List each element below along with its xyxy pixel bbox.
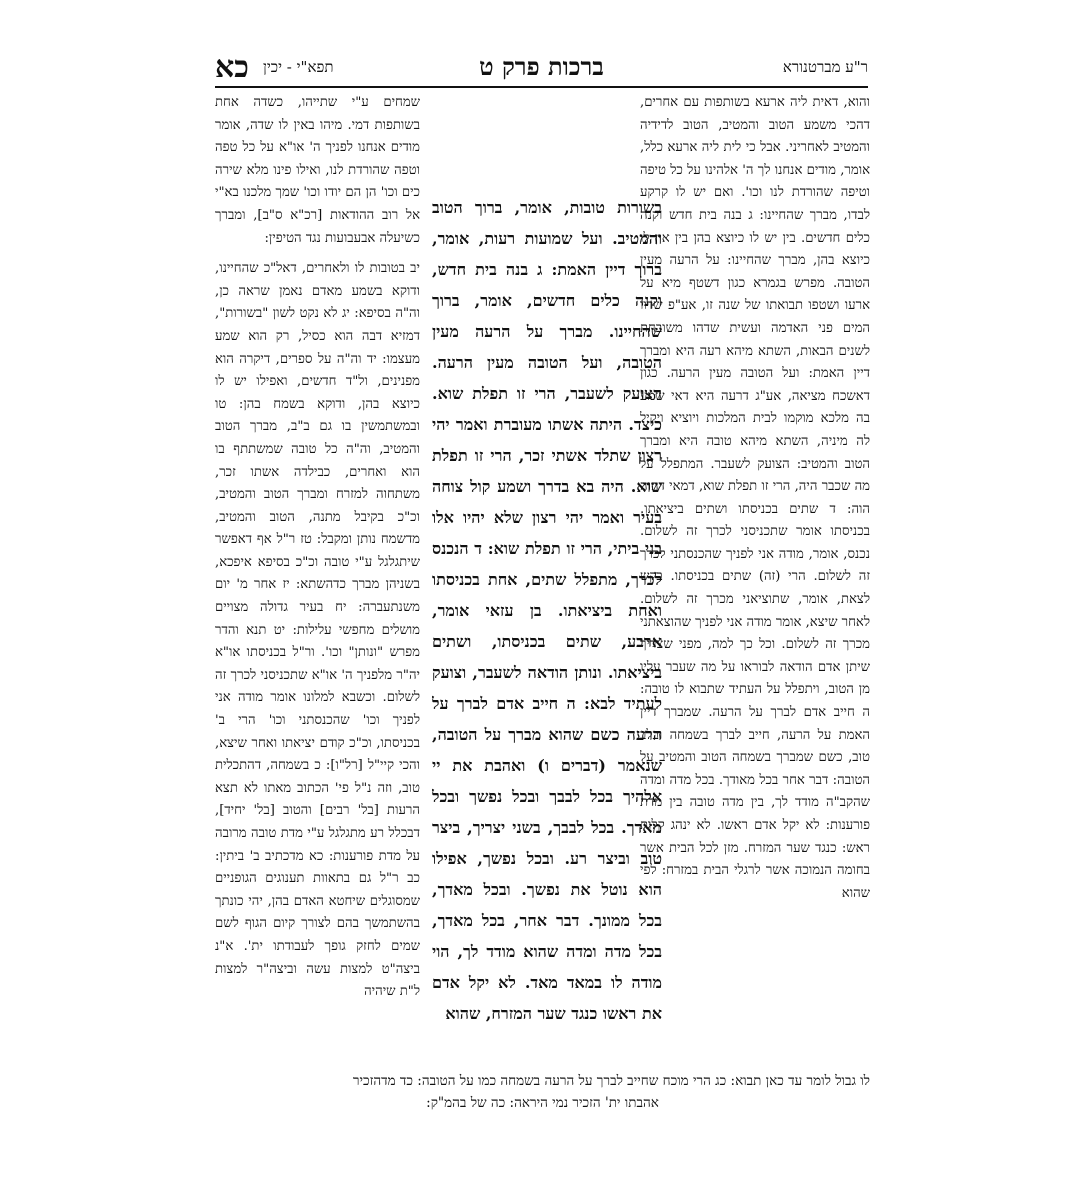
bartenura-commentary-text: והוא, דאית ליה ארעא בשותפות עם אחרים, דהכי משמע הטוב והמטיב, הטוב לדידיה והמטיב לאחריני. אבל כי לית ליה ארעא כלל, אומר, מודים אנחנו לך ה' אלהינו על כל טיפה וטיפה שהורדת לנו וכו'. ואם יש לו קרקע לבדו, מברך שהחיינו: ג בנה בית חדש וקנה כלים חדשים. בין יש לו כיוצא בהן בין אין לו כיוצא בהן, מברך שהחיינו: על הרעה מעין הטובה. מפרש בגמרא כגון דשטף מיא על ארעו ושטפו תבואתו של שנה זו, אע"פ שרוו המים פני האדמה ועשית שדהו משובחת לשנים הבאות, השתא מיהא רעה היא ומברך דיין האמת: ועל הטובה מעין הרעה. כגון דאשכח מציאה, אע"ג דרעה היא דאי שמע בה מלכא מוקמו לבית המלכות ויוציא ויקיל לה מיניה, השתא מיהא טובה היא ומברך הטוב והמטיב: הצועק לשעבר. המתפלל על מה שכבר היה, הרי זו תפלת שוא, דמאי דהוה הוה: ד שתים בכניסתו ושתים ביציאתו. בכניסתו אומר שתכניסני לכרך זה לשלום. נכנס, אומר, מודה אני לפניך שהכנסתני לכרך זה לשלום. הרי (זה) שתים בכניסתו. בקש לצאת, אומר, שתוציאני מכרך זה לשלום. לאחר שיצא, אומר מודה אני לפניך שהוצאתני מכרך זה לשלום. וכל כך למה, מפני שצריך שיתן אדם הודאה לבוראו על מה שעבר עליו מן הטוב, ויתפלל על העתיד שתבוא לו טובה: ה חייב אדם לברך על הרעה. שמברך דיין האמת על הרעה, חייב לברך בשמחה ובלב טוב, כשם שמברך בשמחה הטוב והמטיב על הטובה: דבר אחר בכל מאודך. בכל מדה ומדה שהקב"ה מודד לך, בין מדה טובה בין מדת פורענות: לא יקל אדם ראשו. לא ינהג קלות ראש: כנגד שער המזרח. מזן לכל הבית אשר בחומה הנמוכה אשר לרגלי הבית במזרח: לפי שהוא — [640, 95, 870, 901]
left-commentary-top: שמחים ע"י שתייהו, כשדה אחת בשותפות דמי. מיהו באין לו שדה, אומר מודים אנחנו לפניך ה' או"א על כל טפה וטפה שהורדת לנו, ואילו פינו מלא שירה כים וכו' הן הם יודו וכו' שמך מלכנו בא"י אל רוב ההודאות [רכ"א ס"ב], ומברך כשיעלה אבעבועות נגד הטיפין: — [215, 95, 420, 246]
mishnah-column — [432, 192, 662, 1060]
right-commentary-column — [640, 92, 870, 1060]
header-tiferet-label: תפא"י - יכין — [263, 58, 334, 76]
header-bartenura-label: ר"ע מברטנורא — [782, 58, 868, 76]
page-header — [215, 52, 868, 88]
yachin-commentary-text: יב בטובות לו ולאחרים, דאל"כ שהחיינו, ודוקא בשמע מאדם נאמן שראה כן, וה"ה בסיפא: יג לא נקט לשון "בשורות", דמזיא דבה הוא כסיל, רק הוא שמע מעצמו: יד וה"ה על ספרים, דיקרה הוא מפנינים, ול"ד חדשים, ואפילו יש לו כיוצא בהן, ודוקא בשמח בהן: טו ובמשתמשין בו גם ב"ב, מברך הטוב והמטיב, וה"ה כל טובה שמשתתף בו הוא ואחרים, כבילדה אשתו זכר, משתחוה למזרח ומברך הטוב והמטיב, וכ"כ בקיבל מתנה, הטוב והמטיב, מדשמח נותן ומקבל: טז ר"ל אף דאפשר שיתגלגל ע"י טובה וכ"כ בסיפא איפכא, בשניהן מברך כדהשתא: יז אחר מ' יום משנתעברה: יח בעיר גדולה מצויים מושלים מחפשי עלילות: יט תנא והדר מפרש "ונותן" וכו'. ור"ל בכניסתו או"א יה"ר מלפניך ה' או"א שתכניסני לכרך זה לשלום. וכשבא למלונו אומר מודה אני לפניך וכו' שהכנסתני וכו' הרי ב' בכניסתו, וכ"כ קודם יציאתו ואחר שיצא, והכי קיי"ל [רל"ו]: כ בשמחה, דהתכלית טוב, וזה נ"ל פי' הכתוב מאתו לא תצא הרעות [בל' רבים] והטוב [בל' יחיד], דבכלל רע מתגלגל ע"י מדת טובה מרובה על מדת פורענות: כא מדכתיב ב' ביתין: כב ר"ל גם בתאוות תענוגים הגופניים שמסוגלים שיחטא האדם בהן, יהי כונתך בהשתמשך בהם לצורך קיום הגוף לשם שמים לחזק גופך לעבודתו ית'. א"נ ביצה"ט למצות עשה וביצה"ר למצות ל"ת שיהיה — [215, 261, 420, 1000]
left-commentary-column — [215, 92, 420, 1060]
header-chapter-title: ברכות פרק ט — [479, 52, 604, 81]
header-rule — [215, 86, 868, 88]
mishnah-text: בשורות טובות, אומר, ברוך הטוב והמטיב. ועל שמועות רעות, אומר, ברוך דיין האמת: ג בנה בית חדש, וקנה כלים חדשים, אומר, ברוך שהחיינו. מברך על הרעה מעין הטובה, ועל הטובה מעין הרעה. הצועק לשעבר, הרי זו תפלת שוא. כיצד. היתה אשתו מעוברת ואמר יהי רצון שתלד אשתי זכר, הרי זו תפלת שוא. היה בא בדרך ושמע קול צוחה בעיר ואמר יהי רצון שלא יהיו אלו בני ביתי, הרי זו תפלת שוא: ד הנכנס לכרך, מתפלל שתים, אחת בכניסתו ואחת ביציאתו. בן עזאי אומר, ארבע, שתים בכניסתו, ושתים ביציאתו. ונותן הודאה לשעבר, וצועק לעתיד לבא: ה חייב אדם לברך על הרעה כשם שהוא מברך על הטובה, שנאמר (דברים ו) ואהבת את יי אלהיך בכל לבבך ובכל נפשך ובכל מאדך. בכל לבבך, בשני יצריך, ביצר טוב וביצר רע. ובכל נפשך, אפילו הוא נוטל את נפשך. ובכל מאדך, בכל ממונך. דבר אחר, בכל מאדך, בכל מדה ומדה שהוא מודד לך, הוי מודה לו במאד מאד. לא יקל אדם את ראשו כנגד שער המזרח, שהוא — [432, 198, 662, 1023]
bottom-commentary — [215, 1070, 870, 1114]
page-number: כא — [215, 50, 249, 85]
bottom-line-1: לו גבול לומר עד כאן תבוא: כג הרי מוכח שחייב לברך על הרעה בשמחה כמו על הטובה: כד מדהזכיר — [352, 1073, 870, 1089]
bottom-line-2: אהבתו ית' הזכיר נמי היראה: כה של בהמ"ק: — [426, 1095, 659, 1111]
